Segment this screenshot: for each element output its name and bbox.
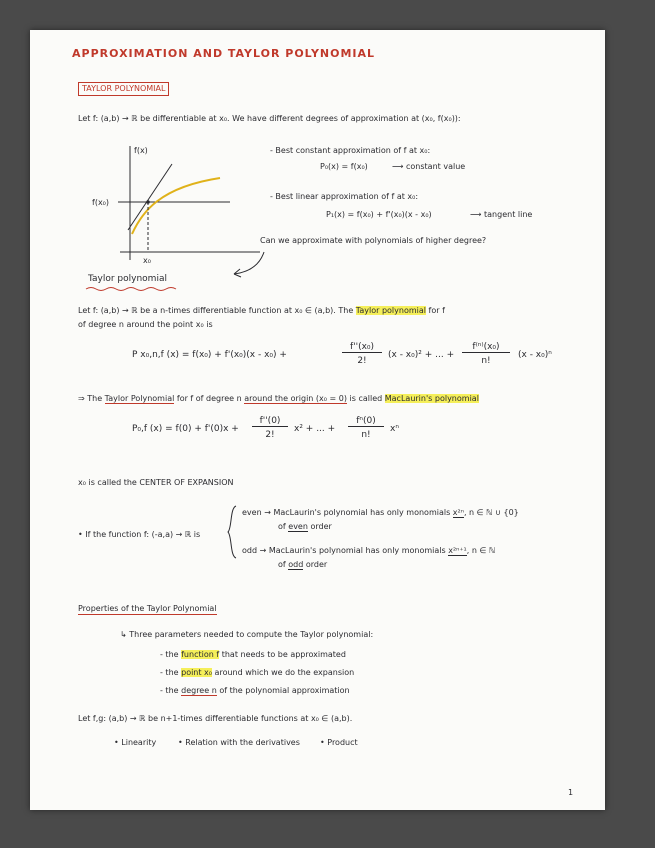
maclaurin-formula-mid: x² + ... + (294, 424, 336, 434)
brace-icon (226, 504, 238, 560)
taylor-formula-denn: n! (481, 356, 491, 366)
properties-params: ↳ Three parameters needed to compute the Taylor polynomial: (120, 630, 374, 639)
notebook-page (30, 30, 605, 810)
property-derivatives: • Relation with the derivatives (178, 738, 300, 747)
section-box: TAYLOR POLYNOMIAL (78, 82, 169, 96)
taylor-formula-tail: (x - x₀)ⁿ (518, 350, 552, 360)
taylor-formula-lhs: P x₀,n,f (x) = f(x₀) + f'(x₀)(x - x₀) + (132, 350, 287, 360)
taylor-formula-mid: (x - x₀)² + ... + (388, 350, 455, 360)
even-line1: even → MacLaurin's polynomial has only monomials x²ⁿ, n ∈ ℕ ∪ {0} (242, 508, 519, 517)
intro-text: Let f: (a,b) → ℝ be differentiable at x₀. We have different degrees of approximation at (x₀, f(x₀)): (78, 114, 461, 123)
page-number: 1 (568, 788, 574, 797)
const-approx-formula: P₀(x) = f(x₀) (320, 162, 368, 171)
properties-heading: Properties of the Taylor Polynomial (78, 604, 217, 613)
taylor-formula-numn: f⁽ⁿ⁾(x₀) (462, 342, 510, 353)
approximation-graph (110, 142, 270, 262)
param-degree: - the degree n of the polynomial approximation (160, 686, 350, 695)
graph-y-label: f(x) (134, 146, 148, 155)
maclaurin-formula-numn: fⁿ(0) (348, 416, 384, 427)
linear-approx-heading: - Best linear approximation of f at x₀: (270, 192, 419, 201)
graph-fx0-label: f(x₀) (92, 198, 109, 207)
question-text: Can we approximate with polynomials of higher degree? (260, 236, 487, 245)
graph-x0-label: x₀ (143, 256, 151, 265)
odd-line2: of odd order (278, 560, 328, 569)
odd-line1: odd → MacLaurin's polynomial has only monomials x²ⁿ⁺¹, n ∈ ℕ (242, 546, 496, 555)
linear-approx-formula: P₁(x) = f(x₀) + f'(x₀)(x - x₀) (326, 210, 432, 219)
taylor-subheading: Taylor polynomial (88, 274, 167, 284)
property-product: • Product (320, 738, 358, 747)
let-functions: Let f,g: (a,b) → ℝ be n+1-times differentiable functions at x₀ ∈ (a,b). (78, 714, 353, 723)
taylor-formula-den2: 2! (357, 356, 367, 366)
wavy-underline (86, 286, 186, 292)
param-function: - the function f that needs to be approximated (160, 650, 346, 659)
question-arrow-icon (230, 250, 270, 280)
maclaurin-formula-lhs: P₀,f (x) = f(0) + f'(0)x + (132, 424, 239, 434)
linear-approx-note: ⟶ tangent line (470, 210, 533, 219)
taylor-formula-num2: f''(x₀) (342, 342, 382, 353)
center-of-expansion: x₀ is called the CENTER OF EXPANSION (78, 478, 234, 487)
definition-line2: of degree n around the point x₀ is (78, 320, 213, 329)
maclaurin-formula-den2: 2! (265, 430, 275, 440)
maclaurin-formula-tail: xⁿ (390, 424, 399, 434)
page-title: APPROXIMATION AND TAYLOR POLYNOMIAL (72, 47, 376, 60)
maclaurin-formula-denn: n! (361, 430, 371, 440)
const-approx-heading: - Best constant approximation of f at x₀: (270, 146, 431, 155)
even-line2: of even order (278, 522, 332, 531)
const-approx-note: ⟶ constant value (392, 162, 466, 171)
property-linearity: • Linearity (114, 738, 157, 747)
maclaurin-sentence: ⇒ The Taylor Polynomial for f of degree n around the origin (x₀ = 0) is called MacLaurin's polynomial (78, 394, 479, 403)
parity-condition: • If the function f: (-a,a) → ℝ is (78, 530, 201, 539)
definition-line1: Let f: (a,b) → ℝ be a n-times differentiable function at x₀ ∈ (a,b). The Taylor polynomial for f (78, 306, 445, 315)
param-point: - the point x₀ around which we do the expansion (160, 668, 355, 677)
maclaurin-formula-num2: f''(0) (252, 416, 288, 427)
